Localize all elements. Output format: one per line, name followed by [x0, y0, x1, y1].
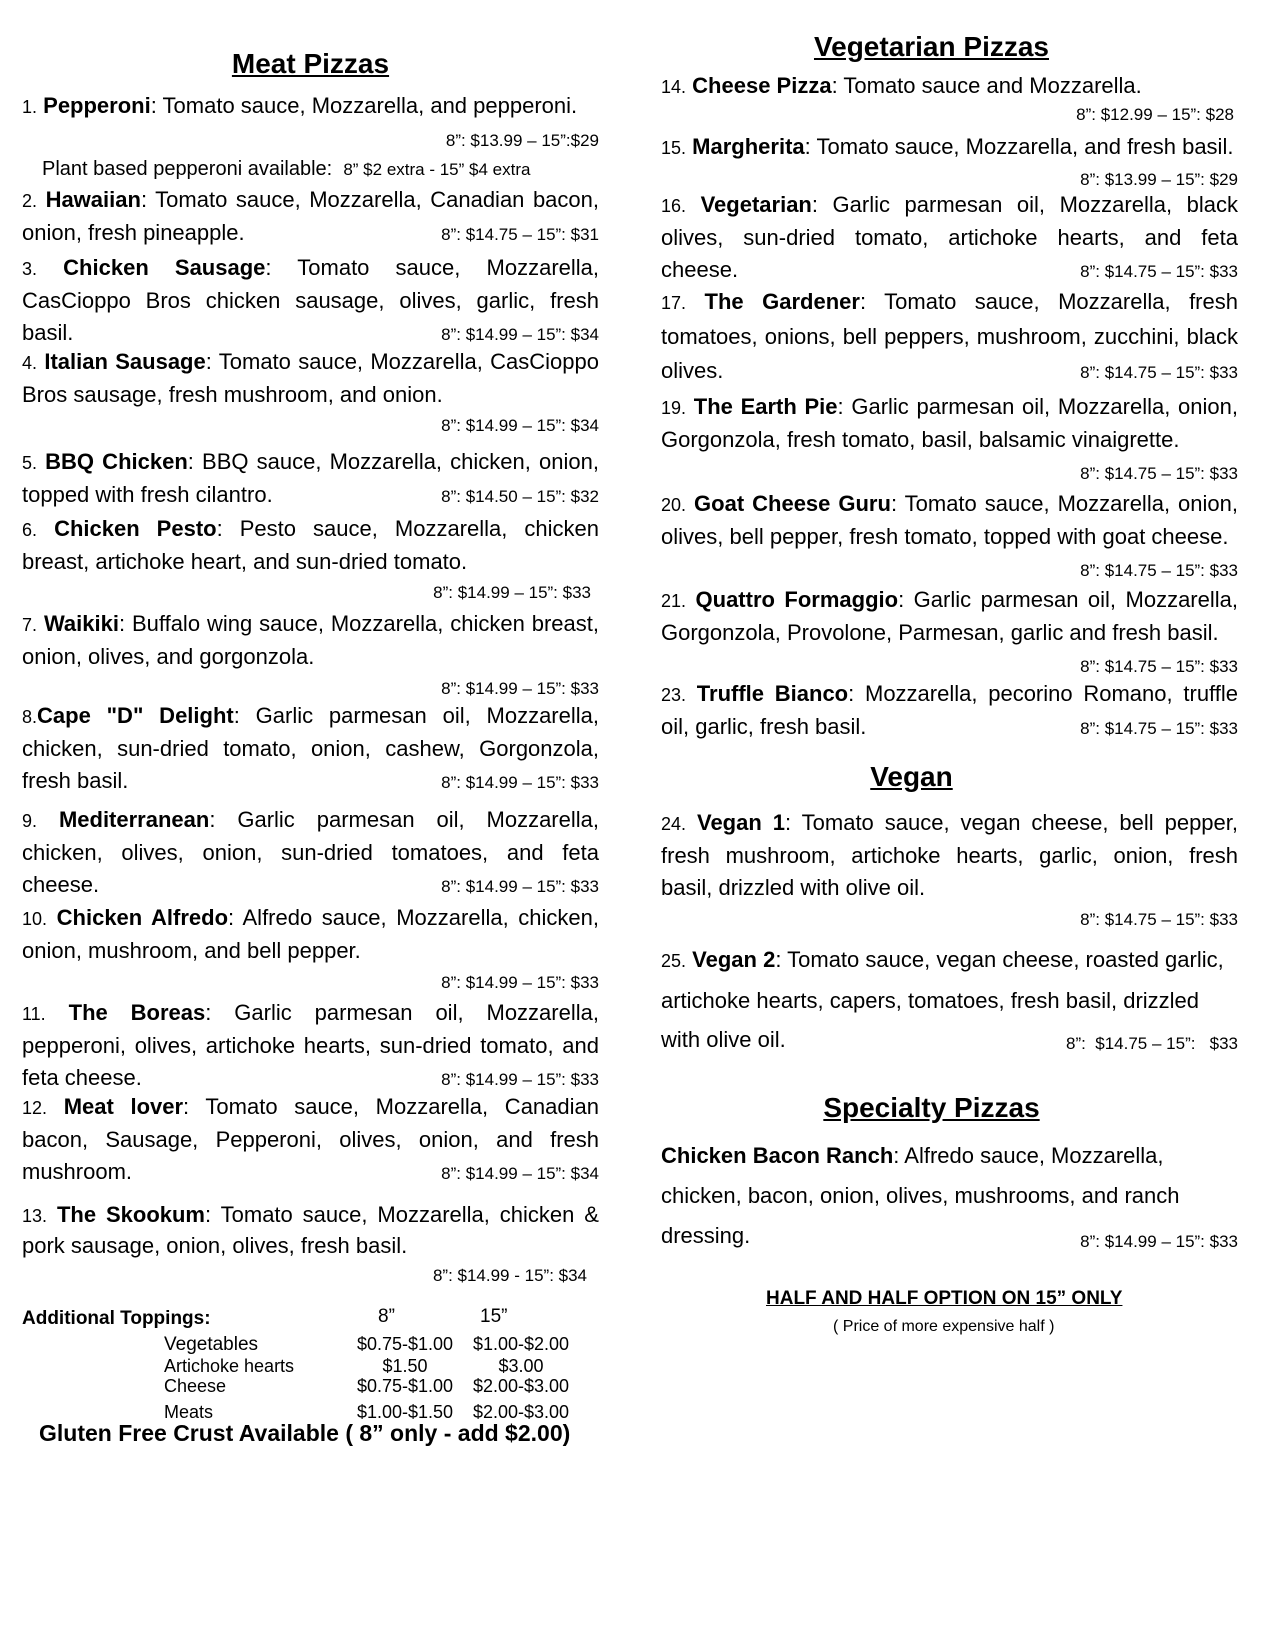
item-desc: : Tomato sauce, vegan cheese, roasted garlic, artichoke hearts, capers, tomatoes, fresh basil, drizzled with olive oil. [661, 947, 1224, 1052]
menu-item: 3. Chicken Sausage: Tomato sauce, Mozzarella, CasCioppo Bros chicken sausage, olives, garlic, fresh basil. 8”: $14.99 – 15”: $34 [22, 252, 599, 351]
menu-item: 13. The Skookum: Tomato sauce, Mozzarella, chicken & pork sausage, onion, olives, fresh basil. 8”: $14.99 - 15”: $34 [22, 1202, 599, 1285]
item-price: 8”: $14.99 – 15”: $33 [441, 1070, 599, 1089]
item-name: Truffle Bianco [696, 681, 849, 706]
item-name: Chicken Pesto [54, 516, 217, 541]
item-price: 8”: $12.99 – 15”: $28 [1076, 105, 1234, 124]
topping-row: Meats $1.00-$1.50 $2.00-$3.00 [164, 1402, 570, 1422]
menu-item: 20. Goat Cheese Guru: Tomato sauce, Mozzarella, onion, olives, bell pepper, fresh tomato, topped with goat cheese. 8”: $14.75 – 15”: $33 [661, 488, 1238, 587]
item-desc: : Tomato sauce, Mozzarella, onion, olives, bell pepper, fresh tomato, topped with goat cheese. [661, 491, 1238, 549]
item-price: 8”: $14.99 – 15”: $34 [441, 416, 599, 435]
item-desc: : Tomato sauce, Mozzarella, CasCioppo Bros chicken sausage, olives, garlic, fresh basil. [22, 255, 600, 345]
toppings-label: Additional Toppings: [22, 1308, 211, 1329]
item-desc: : Pesto sauce, Mozzarella, chicken breast, artichoke heart, and sun-dried tomato. [22, 516, 599, 574]
item-desc: : Alfredo sauce, Mozzarella, chicken, bacon, onion, olives, mushrooms, and ranch dressing. [661, 1143, 1180, 1248]
gluten-free-note: Gluten Free Crust Available ( 8” only - add $2.00) [39, 1420, 571, 1446]
menu-item: 11. The Boreas: Garlic parmesan oil, Mozzarella, pepperoni, olives, artichoke hearts, sun-dried tomato, and feta cheese. 8”: $14.99 – 15”: $33 [22, 997, 599, 1096]
menu-item: 23. Truffle Bianco: Mozzarella, pecorino Romano, truffle oil, garlic, fresh basil. 8”: $14.75 – 15”: $33 [661, 678, 1238, 745]
item-desc: : Tomato sauce, vegan cheese, bell pepper, fresh mushroom, artichoke hearts, garlic, onion, fresh basil, drizzled with olive oil. [661, 810, 1238, 900]
menu-item [661, 1136, 1238, 1262]
item-price: 8”: $14.75 – 15”: $33 [1080, 363, 1238, 382]
item-price: 8”: $14.75 – 15”: $33 [1080, 561, 1238, 580]
toppings-col-8: 8” [378, 1306, 395, 1327]
item-name: BBQ Chicken [45, 449, 188, 474]
item-desc: : Garlic parmesan oil, Mozzarella, chicken, sun-dried tomato, onion, cashew, Gorgonzola, fresh basil. [22, 703, 599, 793]
topping-row: Cheese $0.75-$1.00 $2.00-$3.00 [164, 1376, 570, 1396]
item-desc: : Tomato sauce, Mozzarella, Canadian bacon, onion, fresh pineapple. [22, 187, 599, 245]
topping-row: Vegetables $0.75-$1.00 $1.00-$2.00 [164, 1334, 570, 1355]
item-desc: : Buffalo wing sauce, Mozzarella, chicken breast, onion, olives, and gorgonzola. [22, 611, 599, 669]
menu-item: 12. Meat lover: Tomato sauce, Mozzarella, Canadian bacon, Sausage, Pepperoni, olives, onion, and fresh mushroom. 8”: $14.99 – 15”: $34 [22, 1091, 599, 1190]
item-name: Pepperoni [43, 93, 151, 118]
specialty-pizzas-title: Specialty Pizzas [823, 1092, 1040, 1123]
item-name: Vegan 2 [692, 947, 776, 972]
item-price: 8”: $14.99 – 15”: $33 [441, 877, 599, 896]
item-name: Hawaiian [45, 187, 141, 212]
item-desc: : BBQ sauce, Mozzarella, chicken, onion, topped with fresh cilantro. [22, 449, 599, 507]
item-price: 8”: $14.75 – 15”: $33 [1080, 910, 1238, 929]
menu-item: 7. Waikiki: Buffalo wing sauce, Mozzarella, chicken breast, onion, olives, and gorgonzola. 8”: $14.99 – 15”: $33 [22, 611, 599, 698]
item-price: 8”: $14.75 – 15”: $33 [1080, 262, 1238, 281]
vegetarian-pizzas-title: Vegetarian Pizzas [813, 31, 1049, 62]
plant-based-note: Plant based pepperoni available: 8” $2 extra - 15” $4 extra [42, 158, 531, 180]
item-price: 8”: $14.99 – 15”: $34 [441, 1164, 599, 1183]
item-desc: : Tomato sauce and Mozzarella. [831, 73, 1142, 98]
menu-item: 15. Margherita: Tomato sauce, Mozzarella, and fresh basil. 8”: $13.99 – 15”: $29 [661, 132, 1238, 195]
item-name: Vegetarian [700, 192, 812, 217]
item-desc: : Garlic parmesan oil, Mozzarella, onion, Gorgonzola, fresh tomato, basil, balsamic vinaigrette. [661, 394, 1238, 452]
item-price: 8”: $14.75 – 15”: $31 [441, 225, 599, 244]
item-price: 8”: $14.75 – 15”: $33 [1080, 657, 1238, 676]
menu-item: 16. Vegetarian: Garlic parmesan oil, Mozzarella, black olives, sun-dried tomato, artichoke hearts, and feta cheese. 8”: $14.75 – 15”: $33 [661, 189, 1238, 288]
menu-item: 5. BBQ Chicken: BBQ sauce, Mozzarella, chicken, onion, topped with fresh cilantro. 8”: $14.50 – 15”: $32 [22, 446, 599, 513]
item-desc: : Tomato sauce, Mozzarella, fresh tomatoes, onions, bell peppers, mushroom, zucchini, black olives. [661, 289, 1238, 383]
item-price: 8”: $14.99 – 15”: $33 [441, 773, 599, 792]
additional-toppings-table [22, 1306, 599, 1422]
item-name: Cape "D" Delight [37, 703, 234, 728]
item-name: Goat Cheese Guru [694, 491, 891, 516]
item-price: 8”: $14.99 – 15”: $34 [441, 325, 599, 344]
item-desc: : Tomato sauce, Mozzarella, and fresh basil. [804, 134, 1234, 159]
item-name: Chicken Bacon Ranch [661, 1143, 894, 1168]
half-and-half-title: HALF AND HALF OPTION ON 15” ONLY [766, 1288, 1123, 1309]
item-desc: : Tomato sauce, Mozzarella, chicken & pork sausage, onion, olives, fresh basil. [22, 1202, 599, 1258]
item-price: 8”: $14.99 – 15”: $33 [433, 583, 591, 602]
item-name: Waikiki [43, 611, 119, 636]
item-desc: : Garlic parmesan oil, Mozzarella, Gorgonzola, Provolone, Parmesan, garlic and fresh basil. [661, 587, 1238, 645]
item-price: 8”: $13.99 – 15”: $29 [1080, 170, 1238, 189]
menu-item: 21. Quattro Formaggio: Garlic parmesan oil, Mozzarella, Gorgonzola, Provolone, Parmesan, garlic and fresh basil. 8”: $14.75 – 15”: $33 [661, 584, 1238, 683]
half-and-half-note: ( Price of more expensive half ) [833, 1318, 1055, 1335]
topping-row: Artichoke hearts $1.50 $3.00 [164, 1356, 544, 1376]
menu-item: 19. The Earth Pie: Garlic parmesan oil, Mozzarella, onion, Gorgonzola, fresh tomato, basil, balsamic vinaigrette. 8”: $14.75 – 15”: $33 [661, 391, 1238, 490]
item-price: 8”: $13.99 – 15”:$29 [445, 131, 599, 150]
item-desc: : Tomato sauce, Mozzarella, and pepperoni. [150, 93, 578, 118]
item-desc: : Alfredo sauce, Mozzarella, chicken, onion, mushroom, and bell pepper. [22, 905, 600, 963]
menu-item: 4. Italian Sausage: Tomato sauce, Mozzarella, CasCioppo Bros sausage, fresh mushroom, and onion. 8”: $14.99 – 15”: $34 [22, 349, 599, 435]
menu-item: 6. Chicken Pesto: Pesto sauce, Mozzarella, chicken breast, artichoke heart, and sun-dried tomato. 8”: $14.99 – 15”: $33 [22, 516, 599, 602]
item-price: 8”: $14.75 – 15”: $33 [1080, 464, 1238, 483]
item-name: Chicken Sausage [63, 255, 266, 280]
menu-item: 2. Hawaiian: Tomato sauce, Mozzarella, Canadian bacon, onion, fresh pineapple. 8”: $14.75 – 15”: $31 [22, 184, 599, 251]
item-name: Mediterranean [58, 807, 210, 832]
item-desc: : Tomato sauce, Mozzarella, CasCioppo Bros sausage, fresh mushroom, and onion. [22, 349, 599, 407]
item-name: Chicken Alfredo [56, 905, 229, 930]
menu-item: 1. Pepperoni: Tomato sauce, Mozzarella, and pepperoni. 8”: $13.99 – 15”:$29 [22, 90, 599, 157]
vegan-title: Vegan [870, 761, 953, 792]
item-name: Quattro Formaggio [695, 587, 899, 612]
item-price: 8”: $14.99 – 15”: $33 [441, 679, 599, 698]
menu-item: 25. Vegan 2: Tomato sauce, vegan cheese, roasted garlic, artichoke hearts, capers, tomatoes, fresh basil, drizzled with olive oil. 8”: $14.75 – 15”: $33 [661, 940, 1238, 1063]
menu-item: 9. Mediterranean: Garlic parmesan oil, Mozzarella, chicken, olives, onion, sun-dried tomatoes, and feta cheese. 8”: $14.99 – 15”: $33 [22, 804, 599, 903]
menu-item: 14. Cheese Pizza: Tomato sauce and Mozzarella. 8”: $12.99 – 15”: $28 [661, 73, 1234, 124]
item-price: 8”: $14.99 – 15”: $33 [1080, 1232, 1238, 1251]
toppings-col-15: 15” [480, 1306, 508, 1327]
item-name: Vegan 1 [696, 810, 785, 835]
menu-item: 8.Cape "D" Delight: Garlic parmesan oil, Mozzarella, chicken, sun-dried tomato, onion, cashew, Gorgonzola, fresh basil. 8”: $14.99 – 15”: $33 [22, 700, 599, 799]
item-desc: : Mozzarella, pecorino Romano, truffle oil, garlic, fresh basil. [661, 681, 1239, 739]
meat-pizzas-title: Meat Pizzas [231, 48, 390, 79]
item-name: Cheese Pizza [692, 73, 832, 98]
item-desc: : Garlic parmesan oil, Mozzarella, black olives, sun-dried tomato, artichoke hearts, and feta cheese. [661, 192, 1238, 282]
item-name: The Gardener [704, 289, 860, 314]
item-price: 8”: $14.50 – 15”: $32 [441, 487, 599, 506]
item-desc: : Garlic parmesan oil, Mozzarella, pepperoni, olives, artichoke hearts, sun-dried tomato, and feta cheese. [22, 1000, 599, 1090]
item-price: 8”: $14.99 - 15”: $34 [432, 1266, 587, 1285]
item-price: 8”: $14.99 – 15”: $33 [441, 973, 599, 992]
item-name: Italian Sausage [44, 349, 206, 374]
item-name: The Earth Pie [693, 394, 838, 419]
item-name: Margherita [692, 134, 805, 159]
menu-item: 17. The Gardener: Tomato sauce, Mozzarella, fresh tomatoes, onions, bell peppers, mushroom, zucchini, black olives. 8”: $14.75 – 15”: $33 [661, 285, 1238, 390]
item-name: The Boreas [68, 1000, 206, 1025]
item-price: 8”: $14.75 – 15”: $33 [1065, 1034, 1238, 1053]
item-desc: : Garlic parmesan oil, Mozzarella, chicken, olives, onion, sun-dried tomatoes, and feta cheese. [22, 807, 599, 897]
item-price: 8”: $14.75 – 15”: $33 [1080, 719, 1238, 738]
item-name: Meat lover [63, 1094, 184, 1119]
menu-item: 10. Chicken Alfredo: Alfredo sauce, Mozzarella, chicken, onion, mushroom, and bell pepper. 8”: $14.99 – 15”: $33 [22, 905, 600, 992]
item-name: The Skookum [56, 1202, 205, 1227]
item-desc: : Tomato sauce, Mozzarella, Canadian bacon, Sausage, Pepperoni, olives, onion, and fresh mushroom. [22, 1094, 599, 1184]
menu-item: 24. Vegan 1: Tomato sauce, vegan cheese, bell pepper, fresh mushroom, artichoke hearts, garlic, onion, fresh basil, drizzled with olive oil. 8”: $14.75 – 15”: $33 [661, 810, 1238, 929]
